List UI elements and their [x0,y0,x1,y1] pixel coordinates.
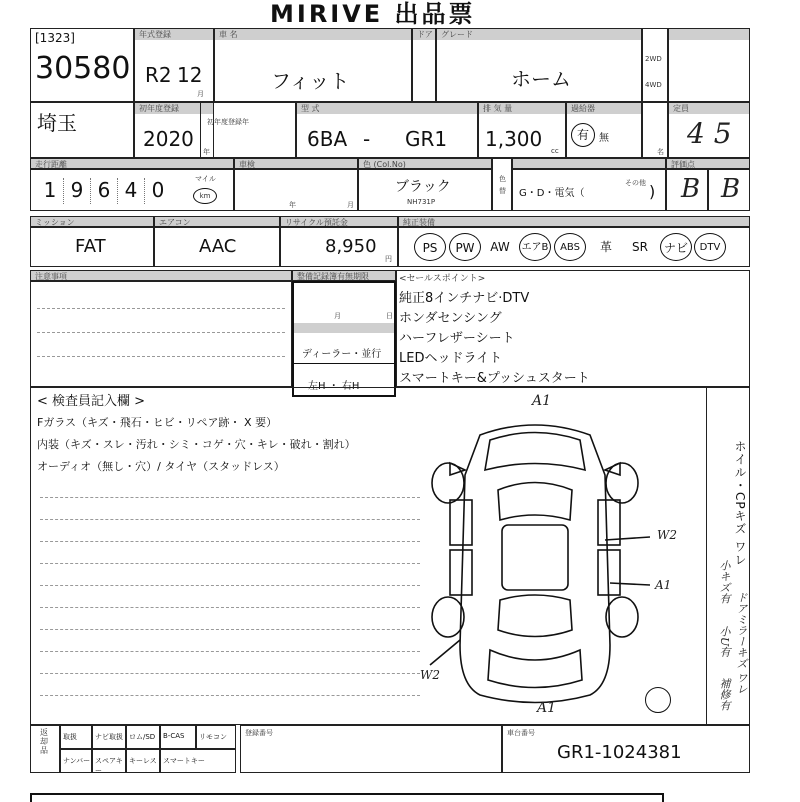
reg-header: 年式登録 [135,29,213,40]
chassis-number: GR1-1024381 [557,742,682,763]
first-reg-note: 初年度登録年 [207,118,249,126]
side-note-hand3: 小U有 [718,626,731,658]
equipment-item: 革 [599,240,612,254]
bottom-cell [160,725,196,749]
model-code: GR1 [405,127,448,151]
bottom-cell-label: リモコン [199,733,227,741]
grade-cell [436,28,642,102]
car-right-front-door [598,500,620,545]
door-header: ドア [413,29,435,40]
displacement-unit: cc [551,147,559,155]
first-reg-note-cell [200,102,296,158]
inspector-dashed-line [40,607,420,608]
reg-month-mark: 月 [197,90,204,98]
region-value: 埼玉 [37,111,77,135]
inspector-dashed-line [40,651,420,652]
grade-header: グレード [437,29,641,40]
recycle-value: 8,950 [325,236,377,257]
color-name: ブラック [395,179,451,195]
equipment-item: PW [449,233,481,261]
mileage-digit: 6 [91,178,118,204]
mark-right-lower: A1 [655,578,672,592]
inspector-dashed-line [40,673,420,674]
side-note-printed: ホイル・CPキズ ワレ [733,440,747,567]
transmission: FAT [75,236,106,257]
car-wheel-rr [606,597,638,637]
model-dash: - [363,127,371,151]
bottom-cell [160,749,236,773]
bottom-cell [60,749,92,773]
mark-bottom: A1 [537,700,557,716]
car-name: フィット [271,69,350,93]
blank-top-right [668,28,750,102]
fuel-header [512,158,666,169]
equipment-item: ABS [554,233,586,261]
bottom-strip [30,793,664,802]
sales-point: ホンダセンシング [399,311,502,326]
equipment-item: SR [632,240,648,254]
aircon-header: エアコン [154,216,280,227]
sales-point: 純正8インチナビ·DTV [399,291,530,306]
bottom-cell-label: キーレス [129,757,157,765]
equipment-item: ナビ [660,233,692,261]
page-title: MIRIVE 出品票 [270,0,476,28]
color-change-cell [492,158,512,211]
model-header: 型 式 [297,103,477,114]
mileage-unit-mile: マイル [195,175,216,183]
record-month: 月 [334,312,341,320]
notes-header: 注意事項 [30,270,292,281]
side-note-hand1: ドアミラーキズ ワレ [735,592,748,695]
record-divider [294,323,394,333]
score-header: 評価点 [666,158,750,169]
inspector-dashed-line [40,695,420,696]
side-note-hand2: 小キズ有 [718,560,731,604]
notes-line [37,332,285,333]
name-cell [214,28,412,102]
chassis-label: 車台番号 [507,729,535,737]
blank-top-right-header [669,29,749,40]
bottom-side-label: 返却品 [40,728,48,755]
side-note-hand4: 補修有 [718,678,731,711]
capacity-value-cell [668,102,750,158]
capacity-unit: 名 [657,148,664,156]
mark-left-lower: W2 [420,668,440,682]
color-code: NH731P [407,198,436,206]
shaken-cell [234,169,358,211]
recycle-header: リサイクル預託金 [280,216,398,227]
recycle-cell [280,227,398,267]
inspector-line: オーディオ（無し・穴）/ タイヤ（スタッドレス） [37,460,285,473]
mileage-digit: 0 [151,178,165,202]
equipment-item: エアB [519,233,551,261]
notes-cell [30,281,292,387]
inspector-dashed-line [40,519,420,520]
region-cell [30,102,134,158]
score-cell-overall [666,169,708,211]
record-cell [292,281,396,397]
mileage-header: 走行距離 [30,158,234,169]
reg-number-cell [240,725,502,773]
color-header: 色 (Col.No) [358,158,492,169]
equipment-item: AW [490,240,510,254]
mark-line-left-lower [430,640,460,665]
model-cell [296,102,478,158]
inspector-line: Fガラス（キズ・飛石・ヒビ・リペア跡・ X 要） [37,416,278,429]
bottom-cell-label: ナビ取扱 [95,733,123,741]
bottom-cell-label: ナンバー [63,757,91,765]
fuel-options: G・D・電気（ [519,188,585,199]
sales-cell [396,270,750,387]
name-header: 車 名 [215,29,411,40]
car-wheel-rl [432,597,464,637]
reg-era: R2 [145,63,172,87]
lot-small: [1323] [35,31,75,45]
bottom-cell-label: B-CAS [163,732,185,740]
inspector-dashed-line [40,563,420,564]
bottom-cell [126,749,160,773]
record-day: 日 [386,312,393,320]
mission-cell [30,227,154,267]
shaken-header: 車検 [234,158,358,169]
score-interior: B [721,174,741,204]
bottom-cell [92,749,126,773]
mark-right-mid: W2 [657,528,677,542]
mileage-digits [37,178,193,204]
bottom-cell-label: スマートキー [163,757,205,765]
inspector-line: 内装（キズ・スレ・汚れ・シミ・コゲ・穴・キレ・破れ・割れ） [37,438,356,451]
displacement-cell [478,102,566,158]
displacement-header: 排 気 量 [479,103,565,114]
mission-header: ミッション [30,216,154,227]
sales-header: <セールスポイント> [399,274,486,284]
lot-cell [30,28,134,102]
bottom-cell-label: 取扱 [63,733,77,741]
car-body-outline [460,425,610,703]
mileage-digit: 1 [37,178,64,204]
inspector-title: < 検査員記入欄 > [37,394,146,409]
color-change-label: 色替 [499,175,506,195]
first-reg-year: 2020 [143,127,194,151]
reg-cell [134,28,214,102]
door-cell [412,28,436,102]
inspector-dashed-line [40,629,420,630]
mileage-digit: 4 [118,178,145,204]
first-reg-unit: 年 [203,148,210,156]
reg-number-label: 登録番号 [245,729,273,737]
spare-tire-circle [645,687,671,713]
car-rear-window [498,595,572,637]
record-dealer: ディーラー・並行 [302,349,382,360]
drive-4wd: 4WD [645,81,662,89]
capacity-cell [642,102,668,158]
bottom-cell [92,725,126,749]
mileage-cell [30,169,234,211]
notes-line [37,356,285,357]
car-roof [502,525,568,590]
score-cell-interior [708,169,750,211]
car-wheel-fr [606,463,638,503]
mark-line-right-lower [610,583,650,585]
capacity-header: 定員 [669,103,749,114]
notes-line [37,308,285,309]
drive-2wd: 2WD [645,55,662,63]
turbo-no: 無 [599,133,609,144]
car-windshield [498,483,572,521]
record-divider2 [294,363,394,364]
car-trunk [488,650,582,688]
first-reg-header: 初年度登録 [135,103,213,114]
car-wheel-fl [432,463,464,503]
record-header: 整備記録簿有無期限 [292,270,396,281]
drive-cell [642,28,668,102]
inspector-dashed-line [40,497,420,498]
turbo-header: 過給器 [567,103,641,114]
sales-point: LEDヘッドライト [399,351,503,366]
equipment-header: 純正装備 [398,216,750,227]
mileage-unit-km: km [193,188,217,204]
bottom-cell [196,725,236,749]
bottom-cell-label: スペアキー [95,757,123,775]
displacement-value: 1,300 [485,127,543,151]
aircon-cell [154,227,280,267]
turbo-cell [566,102,642,158]
shaken-month: 月 [347,201,354,209]
fuel-other: その他 [625,179,646,187]
chassis-cell [502,725,750,773]
fuel-cell [512,169,666,211]
model-prefix: 6BA [307,127,348,151]
sales-point: スマートキー&プッシュスタート [399,371,590,386]
equipment-item: DTV [694,233,726,261]
bottom-cell [126,725,160,749]
car-diagram [420,395,650,725]
mark-line-right-mid [605,537,650,540]
record-handle: 左H ・ 右H [308,381,360,392]
shaken-year: 年 [289,201,296,209]
capacity-value: 4 5 [687,117,732,150]
inspector-dashed-line [40,541,420,542]
aircon: AAC [199,236,237,257]
equipment-item: PS [414,233,446,261]
bottom-side-label-cell [30,725,60,773]
inspector-dashed-line [40,585,420,586]
bottom-cell [60,725,92,749]
car-hood [485,433,585,471]
car-left-front-door [450,500,472,545]
turbo-yes: 有 [571,123,595,147]
fuel-close: ) [649,182,656,201]
color-cell [358,169,492,211]
reg-month: 12 [177,63,203,87]
mark-top: A1 [532,393,552,409]
bottom-cell-label: ロム/SD [129,733,156,741]
sales-point: ハーフレザーシート [399,331,515,346]
score-overall: B [681,174,701,204]
mileage-digit: 9 [64,178,91,204]
lot-number: 30580 [35,51,131,86]
recycle-unit: 円 [385,255,392,263]
grade-value: ホーム [511,67,571,91]
